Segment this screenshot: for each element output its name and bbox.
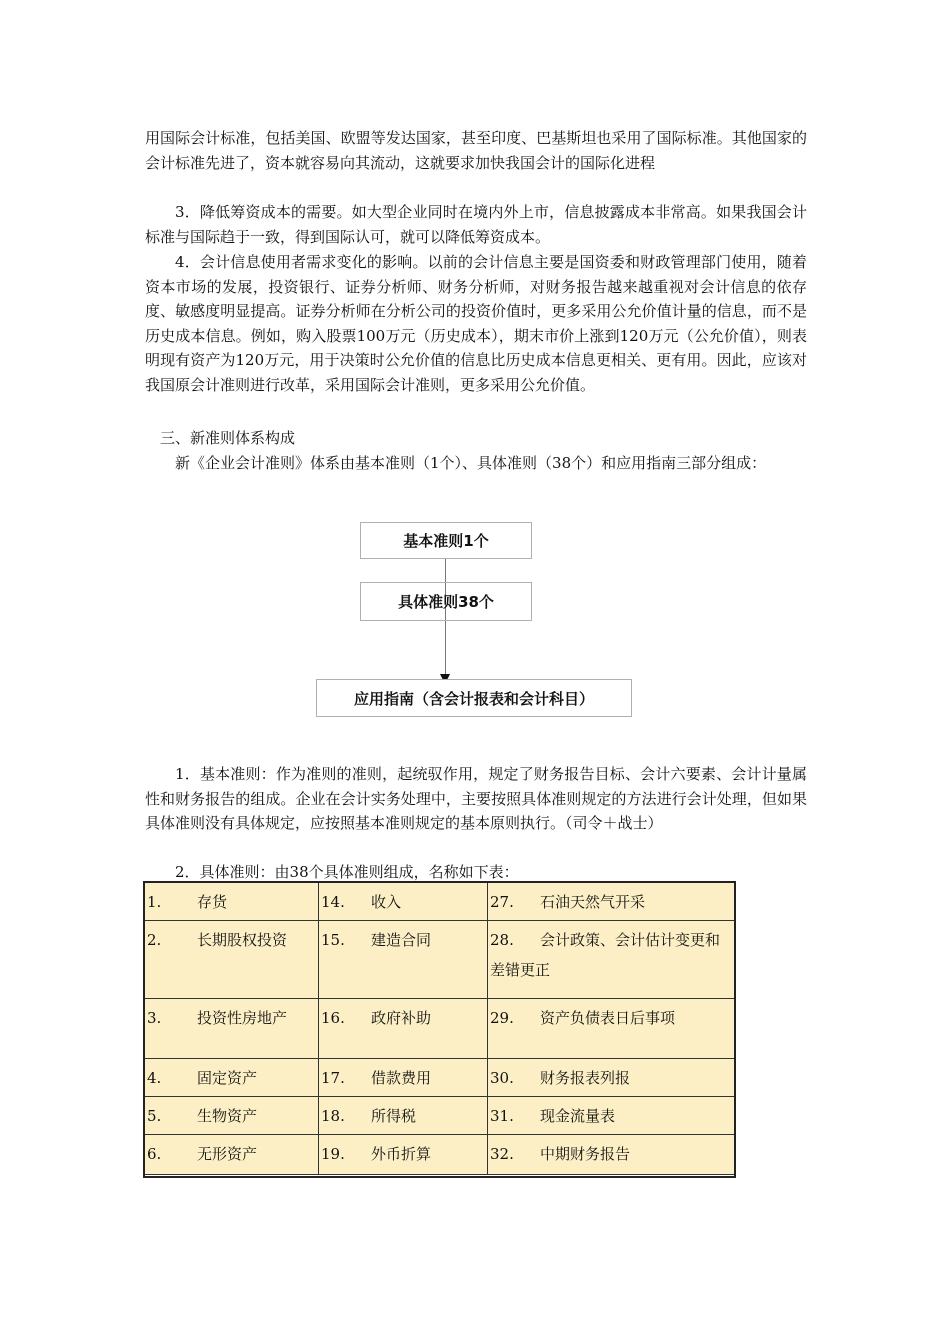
standard-name: 收入 [371,893,402,911]
standard-number: 28. [490,931,514,949]
standard-name: 无形资产 [197,1145,258,1163]
standard-number: 18. [321,1107,345,1125]
table-cell [488,1097,736,1135]
table-cell [488,883,736,921]
standard-number: 5. [147,1107,162,1125]
standard-name: 借款费用 [371,1069,432,1087]
table-cell [488,999,736,1059]
specific-standards-table [144,882,736,1175]
standard-name: 长期股权投资 [197,931,288,949]
standard-name: 固定资产 [197,1069,258,1087]
paragraph-intl-standards: 用国际会计标准，包括美国、欧盟等发达国家，甚至印度、巴基斯坦也采用了国际标准。其他国家的会计标准先进了，资本就容易向其流动，这就要求加快我国会计的国际化进程 [145,129,807,172]
section-heading-3: 三、新准则体系构成 [160,429,296,447]
table-row [145,883,736,921]
standard-number: 1. [147,893,162,911]
standard-name: 建造合同 [371,931,432,949]
standard-name: 存货 [197,893,228,911]
table-row [145,921,736,999]
standard-number: 3. [147,1009,162,1027]
table-row [145,1135,736,1175]
standard-number: 29. [490,1009,514,1027]
standard-number: 17. [321,1069,345,1087]
table-cell [488,1059,736,1097]
standard-number: 32. [490,1145,514,1163]
table-cell [319,1097,488,1135]
standard-number: 27. [490,893,514,911]
paragraph-user-needs: 4．会计信息使用者需求变化的影响。以前的会计信息主要是国资委和财政管理部门使用，随着资本市场的发展，投资银行、证券分析师、财务分析师，对财务报告越来越重视对会计信息的依存度、敏感度明显提高。证券分析师在分析公司的投资价值时，更多采用公允价值计量的信息，而不是历史成本信息。例如，购入股票100万元（历史成本），期末市价上涨到120万元（公允价值），则表明现有资产为120万元，用于决策时公允价值的信息比历史成本信息更相关、更有用。因此，应该对我国原会计准则进行改革，采用国际会计准则，更多采用公允价值。 [145,253,807,394]
table-cell [145,999,319,1059]
table-cell [145,883,319,921]
standard-name: 生物资产 [197,1107,258,1125]
standard-number: 16. [321,1009,345,1027]
paragraph-system-composition: 新《企业会计准则》体系由基本准则（1个）、具体准则（38个）和应用指南三部分组成： [175,454,767,472]
standard-number: 15. [321,931,345,949]
standard-number: 6. [147,1145,162,1163]
table-cell [319,883,488,921]
diagram-box-basic-standard: 基本准则1个 [360,522,532,559]
standard-name: 石油天然气开采 [540,893,646,911]
table-row [145,1059,736,1097]
table-cell [145,1135,319,1175]
table-cell [319,921,488,999]
diagram-box-application-guide: 应用指南（含会计报表和会计科目） [316,679,632,717]
standard-name: 会计政策、会计估计变更和差错更正 [490,931,721,979]
table-cell [319,999,488,1059]
standard-number: 19. [321,1145,345,1163]
table-cell [319,1059,488,1097]
table-cell [488,921,736,999]
standard-number: 4. [147,1069,162,1087]
standard-name: 财务报表列报 [540,1069,631,1087]
standard-name: 政府补助 [371,1009,432,1027]
paragraph-financing-cost: 3．降低筹资成本的需要。如大型企业同时在境内外上市，信息披露成本非常高。如果我国会计标准与国际趋于一致，得到国际认可，就可以降低筹资成本。 [145,203,807,246]
paragraph-specific-standards: 2．具体准则：由38个具体准则组成，名称如下表： [175,863,519,881]
standard-name: 中期财务报告 [540,1145,631,1163]
table-row [145,999,736,1059]
standard-number: 31. [490,1107,514,1125]
standard-name: 所得税 [371,1107,417,1125]
standard-number: 30. [490,1069,514,1087]
standard-number: 2. [147,931,162,949]
table-cell [488,1135,736,1175]
standard-number: 14. [321,893,345,911]
standard-name: 资产负债表日后事项 [540,1009,676,1027]
standard-name: 现金流量表 [540,1107,616,1125]
standard-name: 投资性房地产 [197,1009,288,1027]
diagram-box-specific-standards: 具体准则38个 [360,582,532,621]
table-cell [145,921,319,999]
table-cell [319,1135,488,1175]
table-cell [145,1097,319,1135]
table-row [145,1097,736,1135]
paragraph-basic-standard: 1．基本准则：作为准则的准则，起统驭作用，规定了财务报告目标、会计六要素、会计计量属性和财务报告的组成。企业在会计实务处理中，主要按照具体准则规定的方法进行会计处理，但如果具体准则没有具体规定，应按照基本准则规定的基本原则执行。（司令＋战士） [145,765,807,832]
table-cell [145,1059,319,1097]
standard-name: 外币折算 [371,1145,432,1163]
